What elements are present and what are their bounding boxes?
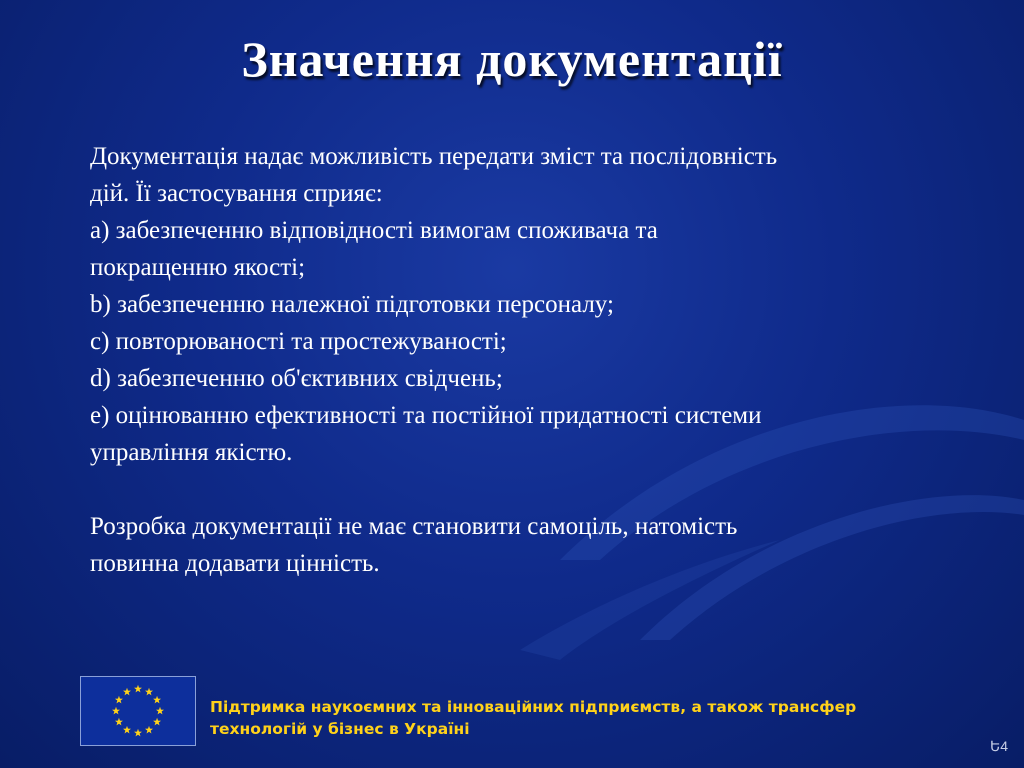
star-icon	[153, 696, 161, 704]
body-line: дій. Її застосування сприяє:	[90, 180, 383, 207]
star-icon	[134, 685, 142, 693]
footer-line-2: технологій у бізнес в Україні	[210, 720, 470, 738]
star-icon	[123, 726, 131, 734]
star-icon	[145, 726, 153, 734]
paragraph-gap	[90, 471, 930, 508]
star-icon	[112, 707, 120, 715]
slide-title: Значення документації	[241, 31, 783, 87]
body-line: Розробка документації не має становити самоціль, натомість	[90, 513, 738, 540]
slide-body	[90, 138, 930, 582]
body-line: b) забезпеченню належної підготовки персоналу;	[90, 291, 614, 318]
star-icon	[145, 688, 153, 696]
footer-caption	[210, 696, 970, 740]
star-icon	[134, 729, 142, 737]
body-line: Документація надає можливість передати зміст та послідовність	[90, 143, 778, 170]
body-line: d) забезпеченню об'єктивних свідчень;	[90, 365, 503, 392]
star-icon	[123, 688, 131, 696]
star-icon	[115, 718, 123, 726]
star-icon	[153, 718, 161, 726]
body-line: повинна додавати цінність.	[90, 550, 380, 577]
eu-flag-icon	[80, 676, 196, 746]
eu-stars	[81, 677, 195, 745]
star-icon	[156, 707, 164, 715]
body-line: a) забезпеченню відповідності вимогам споживача та	[90, 217, 658, 244]
footer-line-1: Підтримка наукоємних та інноваційних підприємств, а також трансфер	[210, 698, 857, 716]
body-line: покращенню якості;	[90, 254, 306, 281]
body-line: c) повторюваності та простежуваності;	[90, 328, 507, 355]
body-line: e) оцінюванню ефективності та постійної придатності системи	[90, 402, 762, 429]
page-number: Ե4	[990, 738, 1009, 754]
star-icon	[115, 696, 123, 704]
body-line: управління якістю.	[90, 439, 293, 466]
